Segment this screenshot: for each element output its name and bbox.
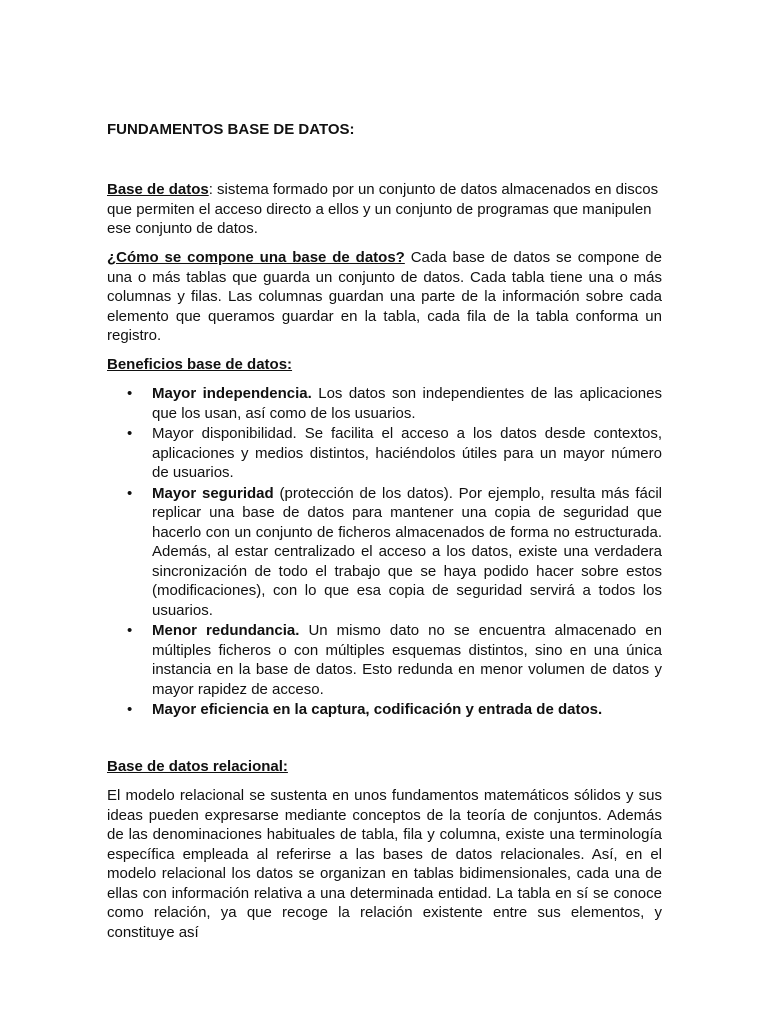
benefit-item-seguridad bbox=[107, 484, 662, 621]
document-title: FUNDAMENTOS BASE DE DATOS: bbox=[107, 121, 355, 138]
benefit-text: Un mismo dato no se encuentra almacenado en múltiples ficheros o con múltiples esquemas distintos, sino en una única instancia en la base de datos. Esto redunda en menor volumen de datos y mayor rapidez de acceso. bbox=[152, 622, 662, 698]
benefit-text: Los datos son independientes de las aplicaciones que los usan, así como de los usuarios. bbox=[152, 385, 662, 422]
bullet-icon: • bbox=[127, 484, 133, 502]
benefit-bold: Mayor independencia. bbox=[152, 385, 312, 402]
bullet-icon: • bbox=[127, 701, 133, 718]
relational-paragraph: El modelo relacional se sustenta en unos fundamentos matemáticos sólidos y sus ideas pueden expresarse mediante conceptos de la teoría de conjuntos. Además de las denominaciones habituales de tabla, fila y columna, existe una terminología específica empleada al referirse a las bases de datos relacionales. Así, en el modelo relacional los datos se organizan en tablas bidimensionales, cada una de ellas con información relativa a una determinada entidad. La tabla en sí se conoce como relación, ya que recoge la relación existente entre sus elementos, y constituye así bbox=[107, 787, 662, 941]
benefits-list bbox=[107, 384, 662, 721]
benefit-text: Mayor disponibilidad. Se facilita el acceso a los datos desde contextos, aplicaciones y medios distintos, haciéndolos útiles para un mayor número de usuarios. bbox=[152, 425, 662, 481]
benefit-item-redundancia bbox=[107, 621, 662, 699]
benefit-item-independencia bbox=[107, 384, 662, 423]
composition-question: ¿Cómo se compone una base de datos? bbox=[107, 249, 405, 266]
definition-text: : sistema formado por un conjunto de datos almacenados en discos que permiten el acceso directo a ellos y un conjunto de programas que manipulen ese conjunto de datos. bbox=[107, 181, 659, 237]
composition-paragraph bbox=[107, 248, 662, 346]
benefit-bold: Mayor seguridad bbox=[152, 484, 274, 502]
definition-term: Base de datos bbox=[107, 181, 209, 198]
bullet-icon: • bbox=[127, 425, 133, 442]
benefit-bold: Mayor eficiencia en la captura, codificación y entrada de datos. bbox=[152, 701, 603, 718]
composition-text: Cada base de datos se compone de una o más tablas que guarda un conjunto de datos. Cada tabla tiene una o más columnas y filas. Las columnas guardan una parte de la información sobre cada elemento que queramos guardar en la tabla, cada fila de la tabla conforma un registro. bbox=[107, 249, 662, 344]
bullet-icon: • bbox=[127, 622, 133, 639]
relational-heading: Base de datos relacional: bbox=[107, 758, 288, 775]
benefits-heading: Beneficios base de datos: bbox=[107, 356, 293, 373]
benefit-bold: Menor redundancia. bbox=[152, 622, 300, 639]
benefit-item-eficiencia bbox=[107, 700, 662, 720]
bullet-icon: • bbox=[127, 385, 133, 402]
benefit-text: (protección de los datos). Por ejemplo, resulta más fácil replicar una base de datos para mantener una copia de seguridad que hacerlo con un conjunto de ficheros almacenados de forma no estructurada. Además, al estar centralizado el acceso a los datos, existe una verdadera sincronización de todo el trabajo que se haya podido hacer sobre estos (modificaciones), con lo que esa copia de seguridad servirá a todos los usuarios. bbox=[152, 484, 663, 619]
benefit-item-disponibilidad bbox=[107, 424, 662, 483]
definition-paragraph bbox=[107, 180, 662, 239]
